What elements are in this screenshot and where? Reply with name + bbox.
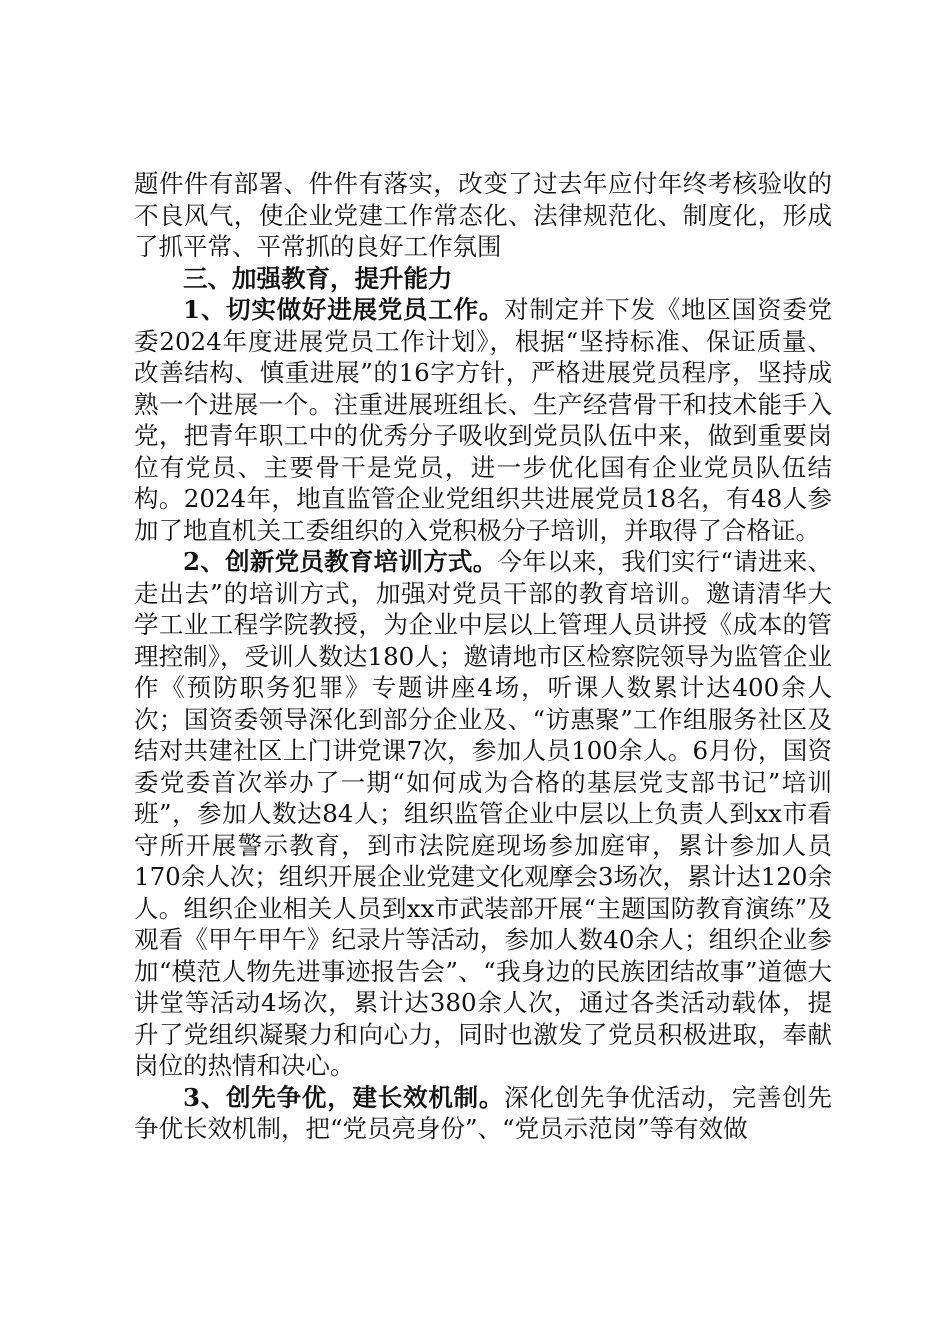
paragraph-text: 题件件有部署、件件有落实，改变了过去年应付年终考核验收的不良风气，使企业党建工作常态化、法律规范化、制度化，形成了抓平常、平常抓的良好工作氛围	[134, 169, 832, 261]
item-lead: 2、创新党员教育培训方式。	[183, 547, 498, 576]
item-lead: 1、切实做好进展党员工作。	[183, 295, 505, 324]
paragraph-text: 对制定并下发《地区国资委党委2024年度进展党员工作计划》，根据“坚持标准、保证质量、改善结构、慎重进展”的16字方针，严格进展党员程序，坚持成熟一个进展一个。注重进展班组长、生产经营骨干和技术能手入党，把青年职工中的优秀分子吸收到党员队伍中来，做到重要岗位有党员、主要骨干是党员，进一步优化国有企业党员队伍结构。2024年，地直监管企业党组织共进展党员18名，有48人参加了地直机关工委组织的入党积极分子培训，并取得了合格证。	[134, 295, 833, 545]
paragraph-item-2	[134, 546, 832, 1082]
item-lead: 3、创先争优，建长效机制。	[183, 1082, 505, 1112]
paragraph-item-3	[134, 1082, 832, 1145]
paragraph-text: 深化创先争优活动，完善创先争优长效机制，把“党员亮身份”、“党员示范岗”等有效做	[134, 1082, 833, 1143]
document-page	[134, 168, 832, 1145]
section-heading	[134, 263, 832, 295]
paragraph-text: 今年以来，我们实行“请进来、走出去”的培训方式，加强对党员干部的教育培训。邀请清华大学工业工程学院教授，为企业中层以上管理人员讲授《成本的管理控制》，受训人数达180人；邀请地市区检察院领导为监管企业作《预防职务犯罪》专题讲座4场，听课人数累计达400余人次；国资委领导深化到部分企业及、“访惠聚”工作组服务社区及结对共建社区上门讲党课7次，参加人员100余人。6月份，国资委党委首次举办了一期“如何成为合格的基层党支部书记”培训班”，参加人数达84人；组织监管企业中层以上负责人到xx市看守所开展警示教育，到市法院庭现场参加庭审，累计参加人员170余人次；组织开展企业党建文化观摩会3场次，累计达120余人。组织企业相关人员到xx市武装部开展“主题国防教育演练”及观看《甲午甲午》纪录片等活动，参加人数40余人；组织企业参加“模范人物先进事迹报告会”、“我身边的民族团结故事”道德大讲堂等活动4场次，累计达380余人次，通过各类活动载体，提升了党组织凝聚力和向心力，同时也激发了党员积极进取，奉献岗位的热情和决心。	[134, 547, 833, 1080]
heading-text: 三、加强教育，提升能力	[183, 263, 453, 293]
paragraph-continuation	[134, 168, 832, 263]
paragraph-item-1	[134, 294, 832, 546]
